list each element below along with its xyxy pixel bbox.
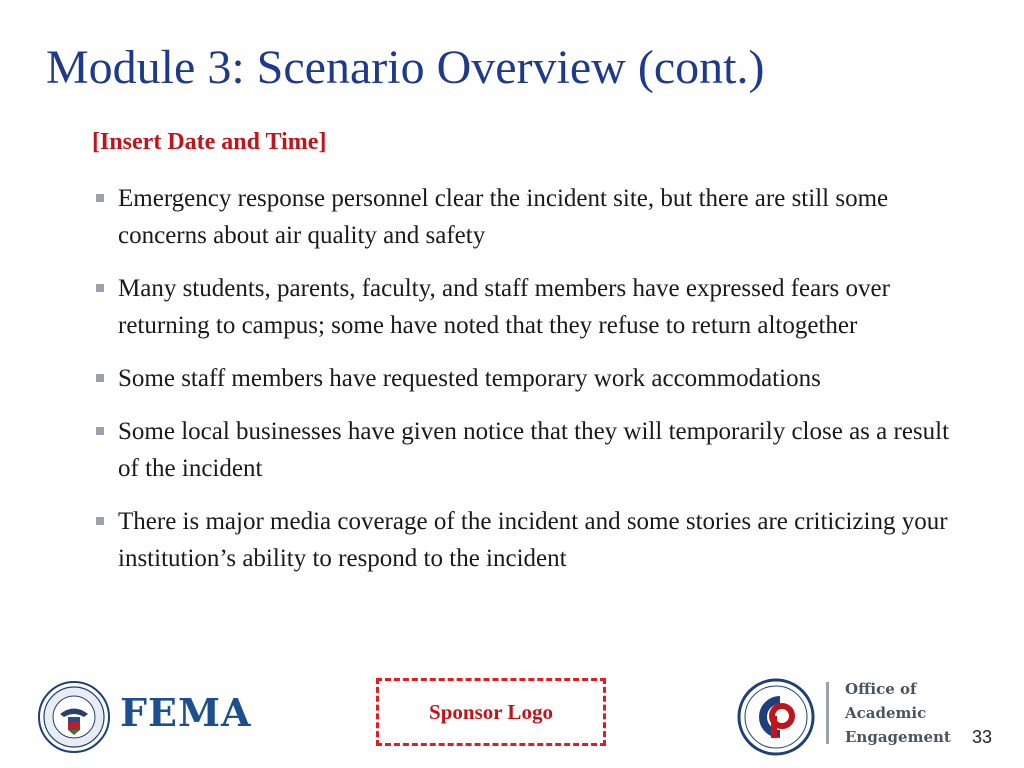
bullet-item bbox=[92, 180, 972, 254]
bullet-text: Emergency response personnel clear the incident site, but there are still some concerns about air quality and safety bbox=[118, 185, 889, 249]
square-bullet-icon bbox=[96, 517, 104, 525]
sponsor-logo-label: Sponsor Logo bbox=[429, 699, 553, 724]
square-bullet-icon bbox=[96, 284, 104, 292]
logo-divider bbox=[826, 682, 829, 744]
bullet-text: Some local businesses have given notice that they will temporarily close as a result of the incident bbox=[118, 418, 950, 482]
square-bullet-icon bbox=[96, 427, 104, 435]
fema-wordmark: FEMA bbox=[120, 690, 252, 735]
square-bullet-icon bbox=[96, 194, 104, 202]
dhs-seal-icon bbox=[38, 681, 110, 753]
bullet-item bbox=[92, 503, 972, 577]
bullet-item bbox=[92, 270, 972, 344]
page-number: 33 bbox=[972, 727, 993, 747]
bullet-item bbox=[92, 360, 972, 397]
bullet-text: Many students, parents, faculty, and staff members have expressed fears over returning to campus; some have noted that they refuse to return altogether bbox=[118, 275, 890, 339]
date-time-placeholder: [Insert Date and Time] bbox=[92, 129, 327, 155]
bullet-text: Some staff members have requested temporary work accommodations bbox=[118, 365, 821, 392]
campus-resilience-program-logo-icon bbox=[734, 678, 818, 756]
square-bullet-icon bbox=[96, 374, 104, 382]
bullet-item bbox=[92, 413, 972, 487]
oae-wordmark bbox=[845, 677, 951, 749]
oae-line: Academic bbox=[845, 704, 927, 722]
bullet-text: There is major media coverage of the incident and some stories are criticizing your institution’s ability to respond to the incident bbox=[118, 508, 948, 572]
oae-line: Office of bbox=[845, 680, 917, 698]
oae-line: Engagement bbox=[845, 728, 951, 746]
sponsor-logo-placeholder bbox=[376, 678, 606, 746]
slide-title: Module 3: Scenario Overview (cont.) bbox=[46, 41, 765, 94]
bullet-list bbox=[92, 180, 972, 593]
